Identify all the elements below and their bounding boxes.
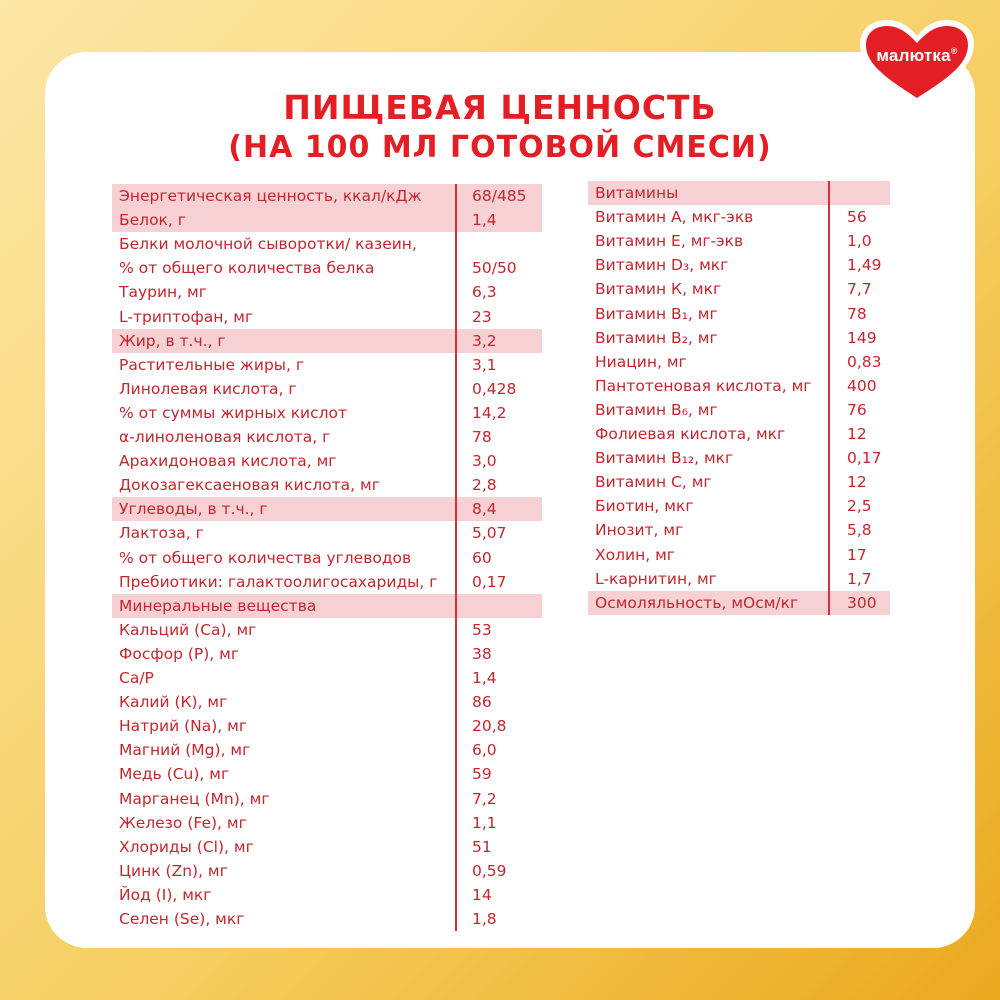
nutrient-value: 6,0 <box>472 741 497 760</box>
nutrient-value: 38 <box>472 644 492 663</box>
nutrient-label: % от общего количества белка <box>119 259 375 278</box>
page-title: ПИЩЕВАЯ ЦЕННОСТЬ <box>283 88 717 127</box>
table-row <box>588 302 890 326</box>
nutrient-label: α-линоленовая кислота, г <box>119 428 331 446</box>
nutrient-value: 59 <box>472 765 492 784</box>
nutrient-label: Инозит, мг <box>595 521 684 540</box>
table-row <box>112 883 542 907</box>
nutrient-label: Витамин В₁₂, мкг <box>595 449 734 468</box>
nutrient-value: 300 <box>847 593 877 612</box>
table-row <box>588 277 890 301</box>
table-row <box>588 543 890 567</box>
nutrient-value: 17 <box>847 545 867 564</box>
nutrient-label: Железо (Fe), мг <box>119 813 247 832</box>
nutrient-value: 76 <box>847 400 867 419</box>
nutrient-value: 12 <box>847 425 867 443</box>
nutrient-value: 14,2 <box>472 403 507 422</box>
nutrient-value: 1,7 <box>847 569 872 588</box>
nutrient-label: Марганец (Mn), мг <box>119 789 270 808</box>
table-row <box>112 425 542 449</box>
nutrient-value: 5,8 <box>847 521 872 540</box>
table-row <box>112 208 542 232</box>
nutrient-label: Жир, в т.ч., г <box>119 331 226 350</box>
nutrient-value: 149 <box>847 328 877 347</box>
nutrient-value: 53 <box>472 620 492 639</box>
table-row <box>112 184 542 208</box>
table-row <box>112 787 542 811</box>
nutrient-label: Лактоза, г <box>119 524 204 543</box>
nutrient-label: Витамин В₆, мг <box>595 400 718 419</box>
table-row <box>588 494 890 518</box>
nutrient-value: 1,4 <box>472 669 497 687</box>
nutrient-value: 86 <box>472 693 492 712</box>
table-row <box>112 859 542 883</box>
nutrient-label: Холин, мг <box>595 545 675 564</box>
nutrient-label: Ниацин, мг <box>595 352 687 371</box>
nutrient-label: Витамин D₃, мкг <box>595 256 729 275</box>
nutrient-value: 1,49 <box>847 256 882 275</box>
nutrient-label: Осмоляльность, мОсм/кг <box>595 593 799 612</box>
table-row <box>112 353 542 377</box>
page-subtitle: (НА 100 МЛ ГОТОВОЙ СМЕСИ) <box>228 130 772 165</box>
table-row <box>112 835 542 859</box>
table-row <box>112 497 542 521</box>
nutrient-value: 51 <box>472 837 492 856</box>
table-row <box>112 690 542 714</box>
nutrient-label: Витамин Е, мг-экв <box>595 232 744 251</box>
table-row <box>588 518 890 542</box>
nutrient-label: Витамин В₁, мг <box>595 304 718 323</box>
nutrient-label: Витамин С, мг <box>595 473 712 492</box>
nutrient-value: 20,8 <box>472 717 507 736</box>
nutrient-value: 1,0 <box>847 232 872 251</box>
nutrient-label: Медь (Cu), мг <box>119 765 230 784</box>
column-divider <box>828 181 830 615</box>
nutrient-label: Пантотеновая кислота, мг <box>595 376 812 395</box>
nutrient-value: 12 <box>847 473 867 492</box>
nutrient-label: % от общего количества углеводов <box>119 548 412 567</box>
nutrient-label: L-триптофан, мг <box>119 307 254 326</box>
table-row <box>112 401 542 425</box>
nutrient-value: 78 <box>472 428 492 446</box>
nutrient-value: 2,8 <box>472 476 497 495</box>
logo-text: малютка® <box>876 46 958 65</box>
nutrient-label: Фолиевая кислота, мкг <box>595 425 786 443</box>
nutrient-label: Белки молочной сыворотки/ казеин, <box>119 235 417 254</box>
nutrient-value: 56 <box>847 208 867 227</box>
nutrient-label: Натрий (Na), мг <box>119 717 247 736</box>
table-row <box>588 229 890 253</box>
table-row <box>112 738 542 762</box>
nutrient-value: 0,17 <box>472 572 507 591</box>
nutrient-label: Докозагексаеновая кислота, мг <box>119 476 380 495</box>
nutrient-value: 0,59 <box>472 861 507 880</box>
table-row <box>112 449 542 473</box>
nutrient-label: Энергетическая ценность, ккал/кДж <box>119 187 422 205</box>
nutrient-value: 0,428 <box>472 379 517 398</box>
table-row <box>588 374 890 398</box>
nutrient-value: 3,1 <box>472 355 497 374</box>
table-row <box>112 811 542 835</box>
nutrient-value: 14 <box>472 885 492 904</box>
table-row <box>112 521 542 545</box>
nutrient-value: 78 <box>847 304 867 323</box>
table-row <box>588 253 890 277</box>
table-row <box>588 470 890 494</box>
nutrient-value: 5,07 <box>472 524 507 543</box>
table-row <box>588 591 890 615</box>
table-row <box>588 326 890 350</box>
table-row <box>112 329 542 353</box>
nutrient-label: Таурин, мг <box>119 283 207 302</box>
column-divider <box>455 184 457 931</box>
table-row <box>112 666 542 690</box>
table-row <box>588 422 890 446</box>
table-row <box>588 205 890 229</box>
nutrient-value: 3,2 <box>472 331 497 350</box>
table-row <box>112 546 542 570</box>
nutrient-label: Белок, г <box>119 211 186 230</box>
table-row <box>112 280 542 304</box>
table-row <box>112 714 542 738</box>
nutrient-label: Хлориды (Cl), мг <box>119 837 254 856</box>
nutrient-value: 68/485 <box>472 187 527 205</box>
table-row <box>588 350 890 374</box>
table-row <box>112 232 542 256</box>
nutrient-label: Пребиотики: галактоолигосахариды, г <box>119 572 438 591</box>
table-row <box>112 377 542 401</box>
nutrient-label: L-карнитин, мг <box>595 569 717 588</box>
nutrient-label: Арахидоновая кислота, мг <box>119 452 337 471</box>
nutrient-value: 400 <box>847 376 877 395</box>
table-row <box>112 473 542 497</box>
table-row <box>112 594 542 618</box>
nutrient-label: Калий (К), мг <box>119 693 228 712</box>
table-row <box>588 398 890 422</box>
nutrient-label: Витамины <box>595 184 679 202</box>
nutrient-value: 1,4 <box>472 211 497 230</box>
table-row <box>112 907 542 931</box>
nutrient-label: Линолевая кислота, г <box>119 379 297 398</box>
table-row <box>588 446 890 470</box>
nutrient-label: Селен (Se), мкг <box>119 910 245 928</box>
table-row <box>112 642 542 666</box>
nutrient-label: Цинк (Zn), мг <box>119 861 228 880</box>
nutrient-label: % от суммы жирных кислот <box>119 403 348 422</box>
nutrient-value: 60 <box>472 548 492 567</box>
nutrient-label: Фосфор (Р), мг <box>119 644 239 663</box>
table-row <box>112 618 542 642</box>
nutrient-label: Са/Р <box>119 669 154 687</box>
nutrient-value: 8,4 <box>472 500 497 519</box>
nutrient-value: 0,17 <box>847 449 882 468</box>
nutrient-label: Витамин К, мкг <box>595 280 722 299</box>
nutrient-label: Минеральные вещества <box>119 596 317 615</box>
nutrient-value: 7,2 <box>472 789 497 808</box>
nutrient-value: 0,83 <box>847 352 882 371</box>
nutrient-label: Витамин В₂, мг <box>595 328 718 347</box>
nutrient-value: 7,7 <box>847 280 872 299</box>
table-row <box>588 181 890 205</box>
nutrient-value: 3,0 <box>472 452 497 471</box>
nutrient-label: Кальций (Са), мг <box>119 620 257 639</box>
nutrient-label: Растительные жиры, г <box>119 355 305 374</box>
nutrient-label: Магний (Mg), мг <box>119 741 251 760</box>
table-row <box>112 762 542 786</box>
table-row <box>588 567 890 591</box>
nutrient-label: Витамин А, мкг-экв <box>595 208 754 227</box>
table-row <box>112 256 542 280</box>
nutrient-value: 6,3 <box>472 283 497 302</box>
nutrient-value: 1,8 <box>472 910 497 928</box>
nutrient-value: 50/50 <box>472 259 517 278</box>
table-row <box>112 570 542 594</box>
table-row <box>112 305 542 329</box>
nutrient-label: Биотин, мкг <box>595 497 694 516</box>
nutrient-value: 1,1 <box>472 813 497 832</box>
nutrient-value: 23 <box>472 307 492 326</box>
nutrient-value: 2,5 <box>847 497 872 516</box>
nutrient-label: Углеводы, в т.ч., г <box>119 500 268 519</box>
nutrient-label: Йод (I), мкг <box>119 885 212 904</box>
